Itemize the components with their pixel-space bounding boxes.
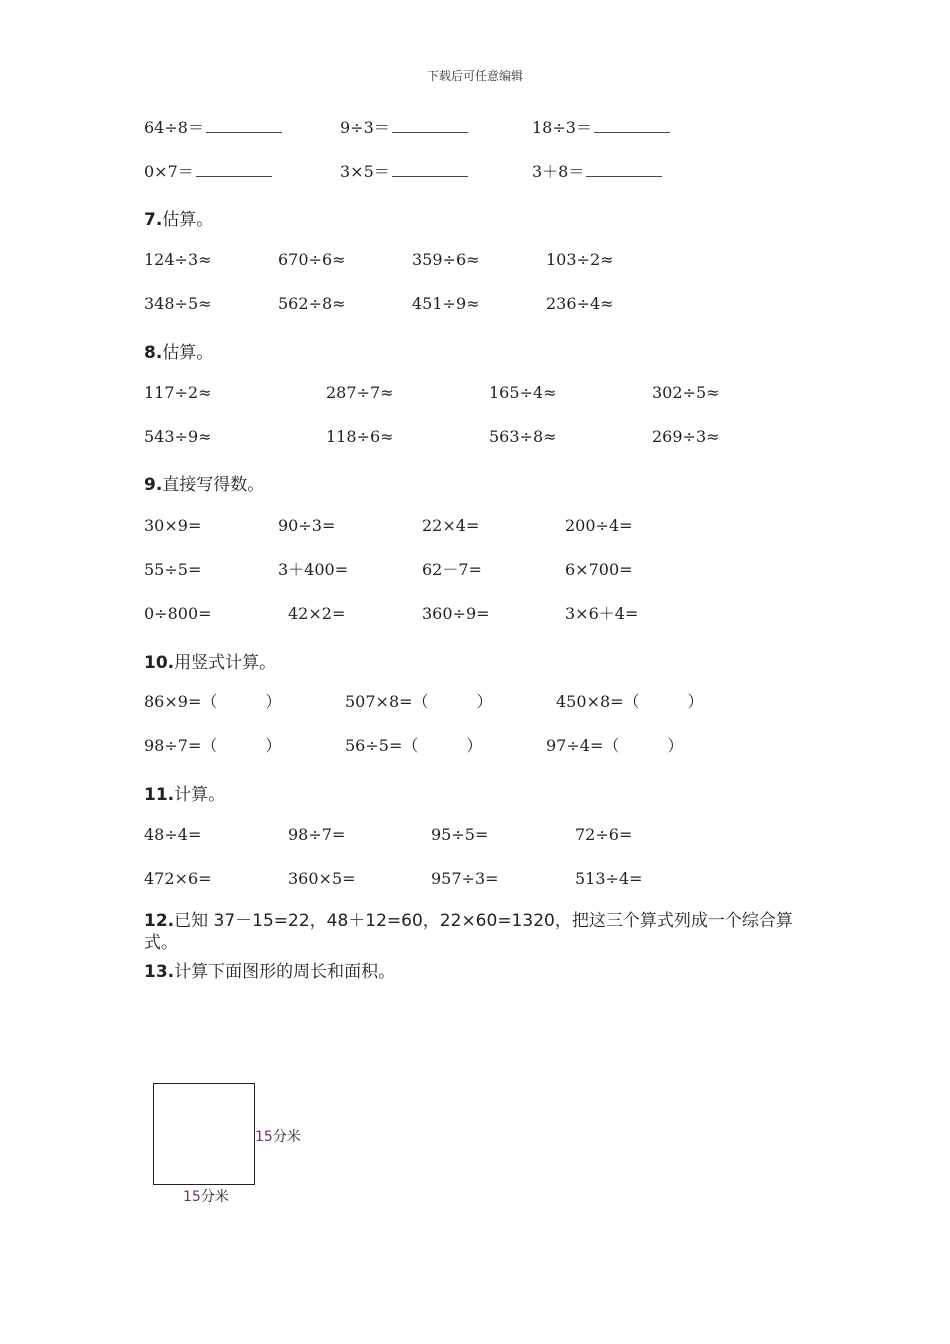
problem: 22×4= [422,516,480,535]
problem: 64÷8＝ [144,116,282,140]
answer-blank[interactable] [392,118,468,133]
question-13-title: 13.计算下面图形的周长和面积。 [144,962,396,982]
problem: 56÷5=（ ） [345,736,483,755]
problem: 3×5＝ [340,160,468,184]
answer-blank[interactable] [206,118,282,133]
q10-row-2 [0,734,950,758]
side-length-label: 15分米 [255,1129,301,1145]
problem: 62－7= [422,560,482,579]
problem: 507×8=（ ） [345,692,493,711]
q7-row-2 [0,292,950,316]
q8-row-2 [0,425,950,449]
problem: 562÷8≈ [278,294,346,313]
problem: 543÷9≈ [144,427,212,446]
problem: 124÷3≈ [144,250,212,269]
top-row-2 [0,160,950,184]
problem: 98÷7=（ ） [144,736,282,755]
problem: 3＋8＝ [532,160,662,184]
q9-row-2 [0,558,950,582]
q11-row-1 [0,823,950,847]
problem: 348÷5≈ [144,294,212,313]
question-9-title: 9.直接写得数。 [144,475,265,495]
problem: 118÷6≈ [326,427,394,446]
question-7-title: 7.估算。 [144,210,214,230]
problem: 269÷3≈ [652,427,720,446]
question-10-title: 10.用竖式计算。 [144,653,277,673]
problem: 55÷5= [144,560,202,579]
q9-row-1 [0,514,950,538]
problem: 360÷9= [422,604,490,623]
problem: 90÷3= [278,516,336,535]
problem: 563÷8≈ [489,427,557,446]
top-row-1 [0,116,950,140]
problem: 200÷4= [565,516,633,535]
problem: 302÷5≈ [652,383,720,402]
problem: 98÷7= [288,825,346,844]
answer-blank[interactable] [594,118,670,133]
problem: 95÷5= [431,825,489,844]
problem: 450×8=（ ） [556,692,704,711]
problem: 0×7＝ [144,160,272,184]
problem: 0÷800= [144,604,212,623]
problem: 9÷3＝ [340,116,468,140]
problem: 451÷9≈ [412,294,480,313]
answer-blank[interactable] [586,162,662,177]
q7-row-1 [0,248,950,272]
page-header: 下载后可任意编辑 [426,69,523,83]
problem: 97÷4=（ ） [546,736,684,755]
problem: 165÷4≈ [489,383,557,402]
problem: 3×6＋4= [565,604,639,623]
q8-row-1 [0,381,950,405]
q11-row-2 [0,867,950,891]
problem: 359÷6≈ [412,250,480,269]
problem: 30×9= [144,516,202,535]
problem: 86×9=（ ） [144,692,282,711]
question-8-title: 8.估算。 [144,343,214,363]
problem: 18÷3＝ [532,116,670,140]
problem: 670÷6≈ [278,250,346,269]
problem: 287÷7≈ [326,383,394,402]
problem: 103÷2≈ [546,250,614,269]
problem: 236÷4≈ [546,294,614,313]
problem: 3＋400= [278,560,349,579]
problem: 6×700= [565,560,633,579]
square-figure [153,1083,255,1185]
problem: 72÷6= [575,825,633,844]
problem: 48÷4= [144,825,202,844]
problem: 360×5= [288,869,356,888]
problem: 957÷3= [431,869,499,888]
q9-row-3 [0,602,950,626]
problem: 117÷2≈ [144,383,212,402]
answer-blank[interactable] [196,162,272,177]
problem: 513÷4= [575,869,643,888]
answer-blank[interactable] [392,162,468,177]
q10-row-1 [0,690,950,714]
bottom-length-label: 15分米 [183,1189,229,1205]
question-11-title: 11.计算。 [144,785,226,805]
question-12: 12.已知 37－15=22，48＋12=60，22×60=1320，把这三个算式列成一个综合算式。 [144,911,793,953]
problem: 472×6= [144,869,212,888]
problem: 42×2= [288,604,346,623]
